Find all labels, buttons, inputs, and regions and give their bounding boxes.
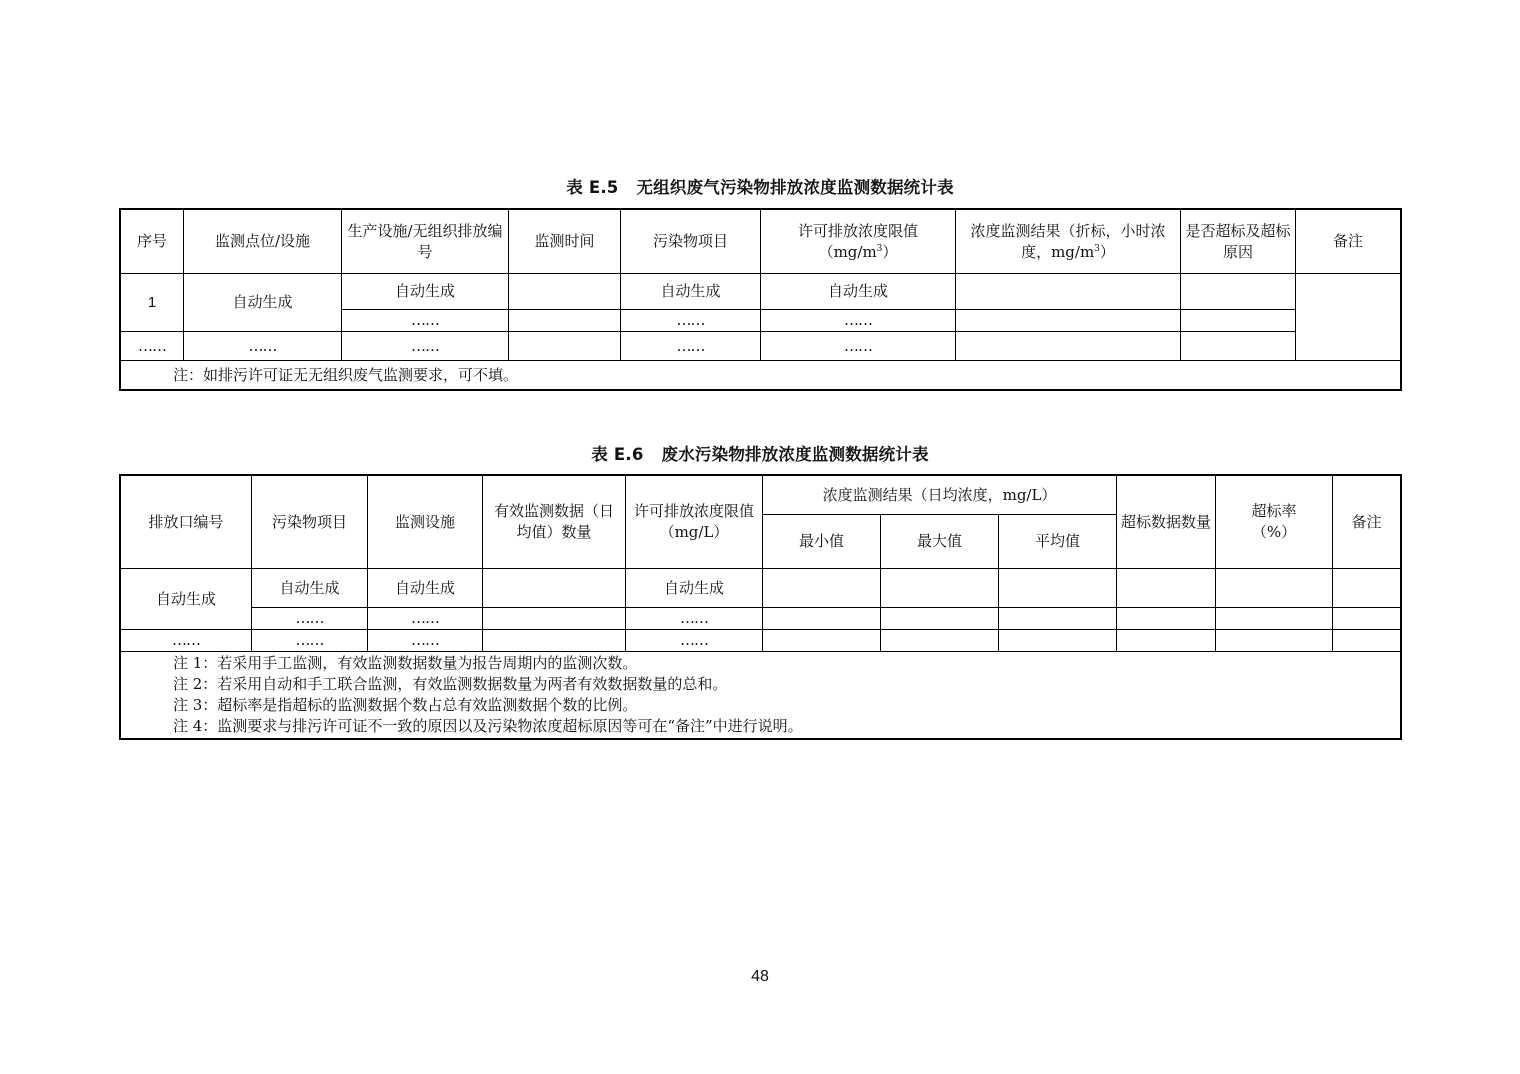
table-e6-notes-row <box>121 652 1401 739</box>
header-pollutant: 污染物项目 <box>621 210 761 274</box>
cell-dots: …… <box>252 608 368 630</box>
note-1: 注 1：若采用手工监测，有效监测数据数量为报告周期内的监测次数。 <box>173 654 638 672</box>
header-monitor-time: 监测时间 <box>509 210 621 274</box>
table-e5-caption <box>0 174 1520 198</box>
cell-exceed <box>1181 274 1296 310</box>
table-row <box>121 569 1401 608</box>
table-e6-number: 表 E.6 <box>591 445 644 464</box>
header-permit-limit: 许可排放浓度限值 $(mg/m^3)$ <box>761 210 956 274</box>
table-row <box>121 608 1401 630</box>
cell-dots: …… <box>621 310 761 332</box>
header-facility-code: 生产设施/无组织排放编号 <box>342 210 509 274</box>
cell-limit: 自动生成 <box>761 274 956 310</box>
cell-dots: …… <box>121 630 252 652</box>
table-e6-caption <box>0 441 1520 465</box>
cell-dots: …… <box>761 332 956 361</box>
cell-dots: …… <box>342 310 509 332</box>
cell-pollutant: 自动生成 <box>252 569 368 608</box>
cell-dots: …… <box>252 630 368 652</box>
header-pollutant: 污染物项目 <box>252 476 368 569</box>
cell-outlet: 自动生成 <box>121 569 252 630</box>
header-min: 最小值 <box>763 515 881 569</box>
note-4: 注 4：监测要求与排污许可证不一致的原因以及污染物浓度超标原因等可在“备注”中进行说明。 <box>173 717 803 735</box>
header-exceed: 是否超标及超标原因 <box>1181 210 1296 274</box>
cell-dots: …… <box>621 332 761 361</box>
cell-facility: 自动生成 <box>368 569 483 608</box>
header-remark: 备注 <box>1296 210 1401 274</box>
cell-dots: …… <box>368 630 483 652</box>
table-e5-title: 无组织废气污染物排放浓度监测数据统计表 <box>636 178 954 197</box>
cell-dots: …… <box>761 310 956 332</box>
header-monitor-result: 浓度监测结果（日均浓度，mg/L） <box>763 476 1117 515</box>
cell-dots: …… <box>342 332 509 361</box>
cell-dots: …… <box>368 608 483 630</box>
header-permit-limit: 许可排放浓度限值（mg/L） <box>626 476 763 569</box>
table-e6-notes <box>121 652 1401 739</box>
cell-dots: …… <box>184 332 342 361</box>
header-seq: 序号 <box>121 210 184 274</box>
note-3: 注 3：超标率是指超标的监测数据个数占总有效监测数据个数的比例。 <box>173 696 638 714</box>
cell-dots: …… <box>626 608 763 630</box>
page-number: 48 <box>751 968 769 985</box>
table-e5-note: 注：如排污许可证无无组织废气监测要求，可不填。 <box>121 361 1401 390</box>
header-outlet: 排放口编号 <box>121 476 252 569</box>
cell-dots: …… <box>121 332 184 361</box>
cell-limit: 自动生成 <box>626 569 763 608</box>
table-row <box>121 332 1401 361</box>
table-e5-number: 表 E.5 <box>566 178 619 197</box>
header-exceed-rate: 超标率 （%） <box>1216 476 1333 569</box>
note-2: 注 2：若采用自动和手工联合监测，有效监测数据数量为两者有效数据数量的总和。 <box>173 675 728 693</box>
header-exceed-count: 超标数据数量 <box>1117 476 1216 569</box>
table-e5-note-row <box>121 361 1401 390</box>
cell-point: 自动生成 <box>184 274 342 332</box>
header-valid-count: 有效监测数据（日均值）数量 <box>483 476 626 569</box>
table-e5 <box>120 209 1401 390</box>
cell-pollutant: 自动生成 <box>621 274 761 310</box>
table-e6-header-row <box>121 476 1401 515</box>
cell-remark <box>1296 274 1401 361</box>
header-avg: 平均值 <box>999 515 1117 569</box>
table-e6-title: 废水污染物排放浓度监测数据统计表 <box>661 445 929 464</box>
cell-dots: …… <box>626 630 763 652</box>
table-e6 <box>120 475 1401 739</box>
header-remark: 备注 <box>1333 476 1401 569</box>
header-monitor-point: 监测点位/设施 <box>184 210 342 274</box>
header-facility: 监测设施 <box>368 476 483 569</box>
table-e5-header-row <box>121 210 1401 274</box>
header-monitor-result: 浓度监测结果（折标，小时浓度，$mg/m^3$） <box>956 210 1181 274</box>
table-row <box>121 630 1401 652</box>
cell-facility: 自动生成 <box>342 274 509 310</box>
cell-seq: 1 <box>121 274 184 332</box>
header-max: 最大值 <box>881 515 999 569</box>
cell-result <box>956 274 1181 310</box>
table-row <box>121 274 1401 310</box>
cell-time <box>509 274 621 310</box>
